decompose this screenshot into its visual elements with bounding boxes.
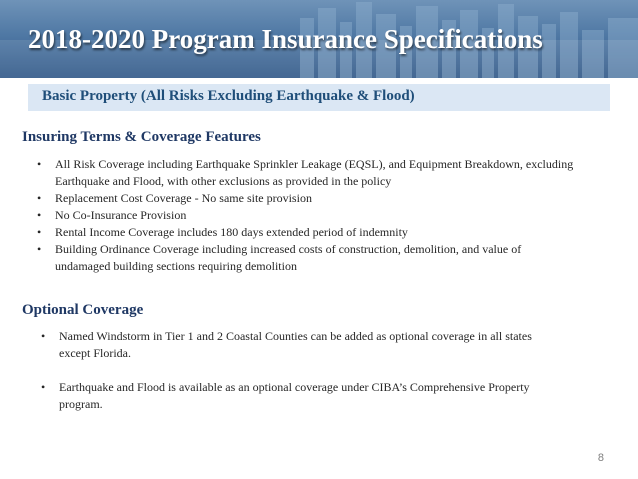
subtitle-band xyxy=(28,84,610,111)
list-item: • Rental Income Coverage includes 180 days extended period of indemnity xyxy=(34,224,574,241)
list-item: • No Co-Insurance Provision xyxy=(34,207,574,224)
insuring-terms-list xyxy=(34,156,574,275)
page-number: 8 xyxy=(597,452,604,464)
list-item: • Named Windstorm in Tier 1 and 2 Coastal Counties can be added as optional coverage in all states except Florida. xyxy=(38,328,558,362)
list-item: • All Risk Coverage including Earthquake Sprinkler Leakage (EQSL), and Equipment Breakdown, excluding Earthquake and Flood, with other exclusions as provided in the policy xyxy=(34,156,574,190)
list-item: • Earthquake and Flood is available as an optional coverage under CIBA’s Comprehensive Property program. xyxy=(38,379,558,413)
optional-coverage-list xyxy=(38,328,558,413)
optional-coverage-heading: Optional Coverage xyxy=(22,302,144,318)
list-item: • Replacement Cost Coverage - No same site provision xyxy=(34,190,574,207)
slide-title: 2018-2020 Program Insurance Specifications xyxy=(28,24,543,54)
title-banner xyxy=(0,0,638,78)
list-item: • Building Ordinance Coverage including increased costs of construction, demolition, and value of undamaged building sections requiring demolition xyxy=(34,241,574,275)
insuring-terms-heading: Insuring Terms & Coverage Features xyxy=(22,129,261,145)
slide-subtitle: Basic Property (All Risks Excluding Earthquake & Flood) xyxy=(42,88,415,104)
